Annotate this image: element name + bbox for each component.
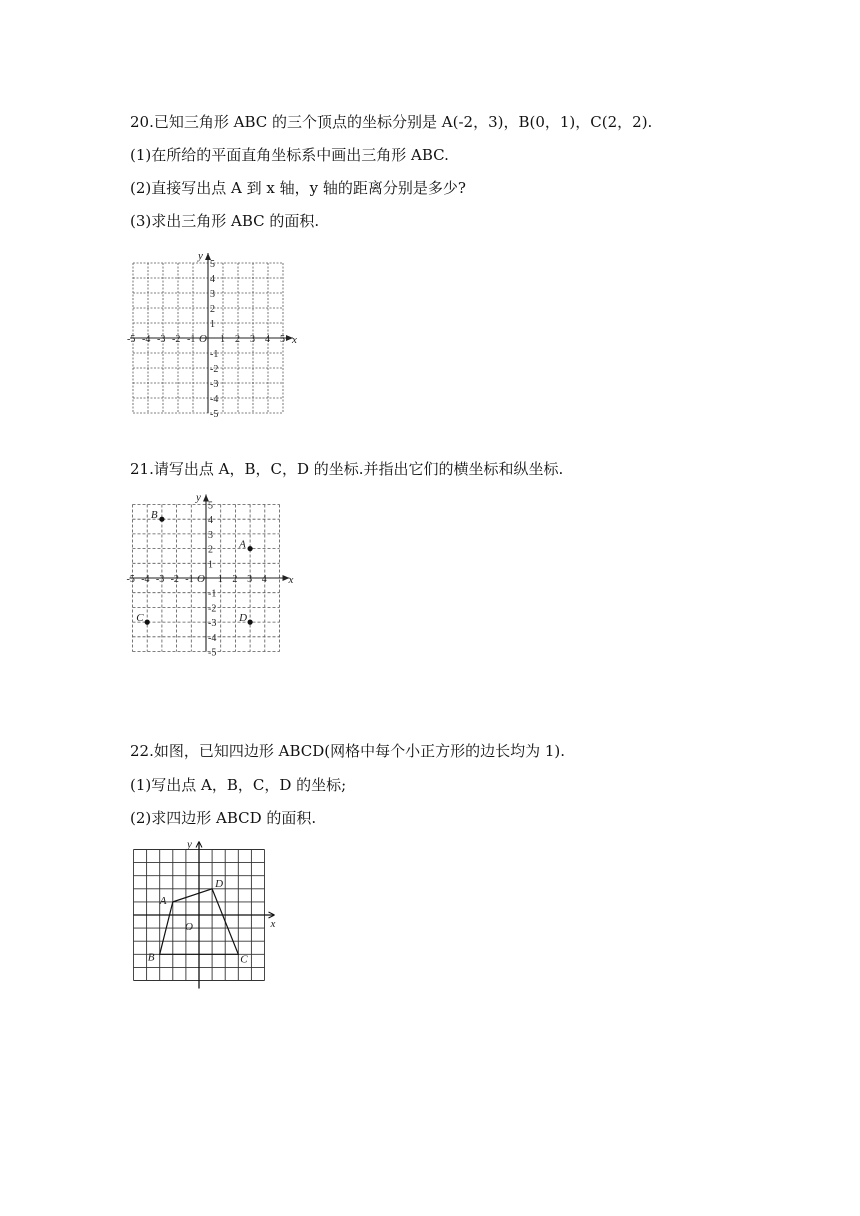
x-axis-label: x [288, 574, 294, 586]
y-axis-label: y [187, 838, 192, 851]
y-tick-label: -4 [208, 632, 217, 644]
y-tick-label: 3 [208, 529, 213, 541]
vertex-label-d: D [215, 877, 224, 890]
vertex-label-a: A [159, 894, 167, 907]
y-tick-label: 1 [208, 559, 213, 571]
point-label-a: A [239, 538, 246, 551]
x-tick-label: -3 [155, 574, 165, 585]
x-tick-label: -5 [126, 574, 135, 585]
q20-stem: 20.已知三角形 ABC 的三个顶点的坐标分别是 A(-2，3)，B(0，1)，C(2，2). [130, 113, 653, 131]
q22-stem: 22.如图，已知四边形 ABCD(网格中每个小正方形的边长均为 1). [130, 742, 566, 760]
q21-stem: 21.请写出点 A，B，C，D 的坐标.并指出它们的横坐标和纵坐标. [130, 460, 564, 478]
origin-label: O [199, 333, 207, 345]
y-tick-label: 4 [208, 515, 213, 527]
y-tick-label: -2 [210, 364, 219, 375]
y-tick-label: 5 [208, 500, 213, 512]
point-b [159, 517, 164, 522]
point-c [145, 620, 150, 625]
q20-part3: (3)求出三角形 ABC 的面积. [130, 212, 320, 230]
point-label-b: B [150, 509, 158, 522]
x-tick-label: -2 [172, 334, 181, 345]
origin-label: O [185, 921, 193, 933]
vertex-label-c: C [240, 953, 248, 966]
y-tick-label: -3 [210, 379, 219, 390]
q20-coordinate-grid [120, 240, 310, 420]
y-tick-label: -5 [210, 409, 219, 420]
x-tick-label: -1 [187, 334, 196, 345]
y-tick-label: -5 [208, 647, 217, 659]
x-tick-label: -1 [185, 574, 194, 585]
y-axis-label: y [196, 491, 201, 504]
q22-coordinate-grid [120, 838, 290, 988]
y-tick-label: 2 [208, 544, 213, 556]
x-tick-label: 4 [265, 334, 270, 345]
q21-coordinate-grid [120, 488, 310, 663]
y-tick-label: 4 [210, 274, 215, 285]
y-tick-label: -3 [208, 618, 217, 630]
x-axis-label: x [270, 918, 276, 930]
q22-part2: (2)求四边形 ABCD 的面积. [130, 809, 317, 827]
y-tick-label: 5 [210, 259, 215, 270]
x-tick-label: -4 [142, 334, 151, 345]
y-axis-label: y [198, 250, 203, 262]
y-tick-label: 1 [210, 319, 215, 330]
x-tick-label: 3 [250, 334, 255, 345]
x-tick-label: 3 [247, 574, 253, 585]
point-label-d: D [239, 612, 248, 625]
x-tick-label: 2 [232, 574, 238, 585]
x-axis-label: x [292, 334, 297, 346]
y-tick-label: -1 [210, 349, 219, 360]
y-tick-label: 3 [210, 289, 215, 300]
y-tick-label: -1 [208, 588, 217, 600]
x-tick-label: -4 [141, 574, 150, 585]
x-tick-label: 5 [280, 334, 285, 345]
point-label-c: C [136, 612, 144, 625]
y-tick-label: -4 [210, 394, 219, 405]
q20-part2: (2)直接写出点 A 到 x 轴，y 轴的距离分别是多少? [130, 179, 466, 197]
x-tick-label: 4 [261, 574, 267, 585]
x-tick-label: -5 [127, 334, 136, 345]
q22-part1: (1)写出点 A，B，C，D 的坐标; [130, 776, 347, 794]
x-tick-label: 1 [220, 334, 225, 345]
y-tick-label: 2 [210, 304, 215, 315]
x-tick-label: -3 [157, 334, 166, 345]
q20-part1: (1)在所给的平面直角坐标系中画出三角形 ABC. [130, 146, 449, 164]
x-tick-label: 2 [235, 334, 240, 345]
y-tick-label: -2 [208, 603, 217, 615]
x-tick-label: 1 [217, 574, 223, 585]
vertex-label-b: B [147, 951, 155, 964]
point-a [248, 546, 253, 551]
point-d [248, 620, 253, 625]
x-tick-label: -2 [170, 574, 179, 585]
origin-label: O [197, 573, 205, 585]
